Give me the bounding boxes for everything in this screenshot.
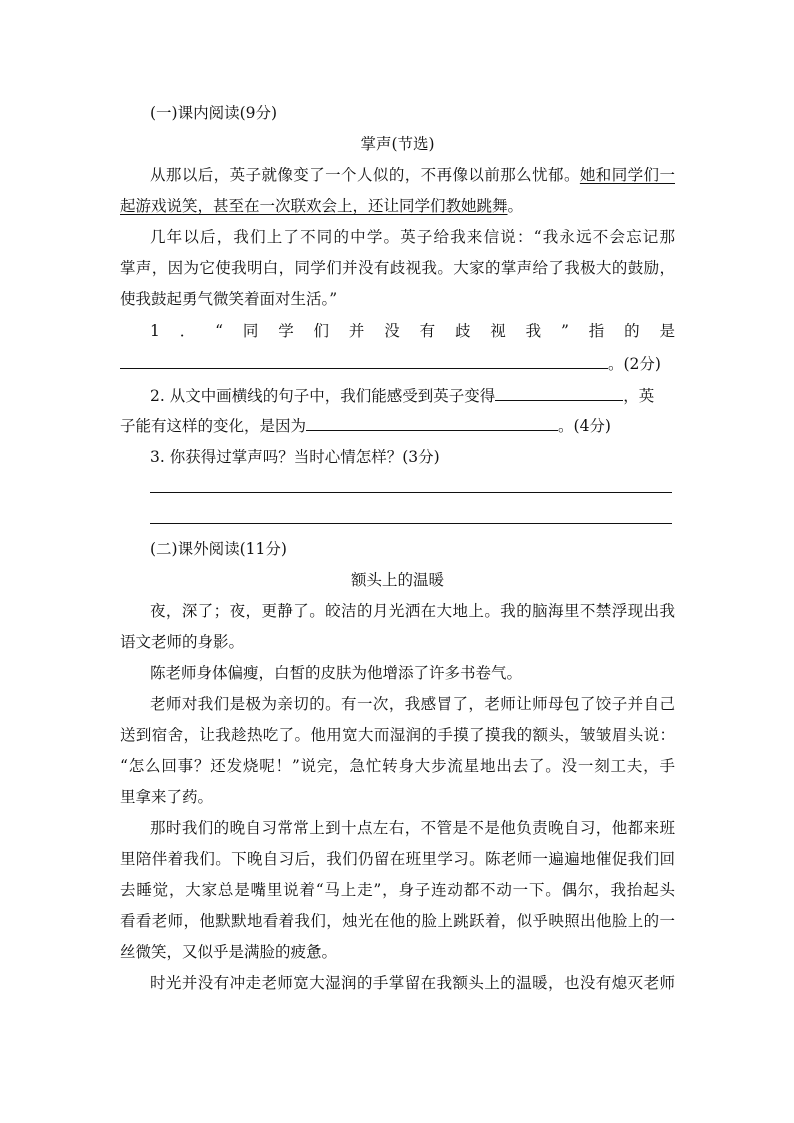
passage-title: 额头上的温暖 [350,571,444,589]
paragraph-line: 里陪伴着我们。下晚自习后，我们仍留在班里学习。陈老师一遍遍地催促我们回 [120,850,675,868]
passage-title: 掌声(节选) [360,135,435,153]
underlined-sentence: 她和同学们一 [579,166,675,184]
answer-line[interactable] [150,523,672,524]
question-1-answer-row [120,352,675,374]
answer-blank[interactable] [120,352,608,369]
paragraph-line: 语文老师的身影。 [120,633,245,651]
paragraph-line: 老师对我们是极为亲切的。有一次，我感冒了，老师让师母包了饺子并自己 [150,695,675,713]
section-heading: (二)课外阅读(11分) [150,540,287,558]
paragraph-line: 去睡觉，大家总是嘴里说着“马上走”，身子连动都不动一下。偶尔，我抬起头 [120,881,675,899]
question-2-cont [120,414,675,436]
paragraph-line: 看看老师，他默默地看着我们，烛光在他的脸上跳跃着，似乎映照出他脸上的一 [120,912,675,930]
paragraph-line: 掌声，因为它使我明白，同学们并没有歧视我。大家的掌声给了我极大的鼓励， [120,259,675,277]
answer-line[interactable] [150,492,672,493]
question-text: 2. 从文中画横线的句子中，我们能感受到英子变得 [150,387,496,405]
paragraph-line: “怎么回事？还发烧呢！”说完，急忙转身大步流星地出去了。没一刻工夫，手 [120,757,675,775]
question-3: 3. 你获得过掌声吗？当时心情怎样？(3分) [150,448,440,466]
question-2 [150,384,675,406]
paragraph-line: 那时我们的晚自习常常上到十点左右，不管是不是他负责晚自习，他都来班 [150,819,675,837]
question-text: 子能有这样的变化，是因为 [120,417,307,435]
answer-blank[interactable] [495,384,623,401]
paragraph-line: 送到宿舍，让我趁热吃了。他用宽大而湿润的手摸了摸我的额头，皱皱眉头说： [120,726,675,744]
question-score: 。(4分) [558,417,611,435]
paragraph-line: 丝微笑，又似乎是满脸的疲惫。 [120,943,338,961]
paragraph-line: 陈老师身体偏瘦，白皙的皮肤为他增添了许多书卷气。 [150,664,523,682]
underlined-sentence: 起游戏说笑，甚至在一次联欢会上，还让同学们教她跳舞 [120,197,508,215]
paragraph-line [150,165,675,185]
paragraph-line: 几年以后，我们上了不同的中学。英子给我来信说：“我永远不会忘记那 [150,228,675,246]
question-score: 。(2分) [608,355,661,373]
paragraph-line: 时光并没有冲走老师宽大湿润的手掌留在我额头上的温暖，也没有熄灭老师 [150,974,675,992]
answer-blank[interactable] [306,414,558,431]
paragraph-line: 夜，深了；夜，更静了。皎洁的月光洒在大地上。我的脑海里不禁浮现出我 [150,602,675,620]
question-1: 1．“同学们并没有歧视我”指的是 [150,322,675,340]
paragraph-line [120,196,675,216]
paragraph-line: 里拿来了药。 [120,788,214,806]
paragraph-text: 。 [507,197,524,215]
question-text: ，英 [623,387,655,405]
paragraph-text: 从那以后，英子就像变了一个人似的，不再像以前那么忧郁。 [150,166,580,184]
paragraph-line: 使我鼓起勇气微笑着面对生活。” [120,290,338,308]
section-heading: (一)课内阅读(9分) [150,104,278,122]
